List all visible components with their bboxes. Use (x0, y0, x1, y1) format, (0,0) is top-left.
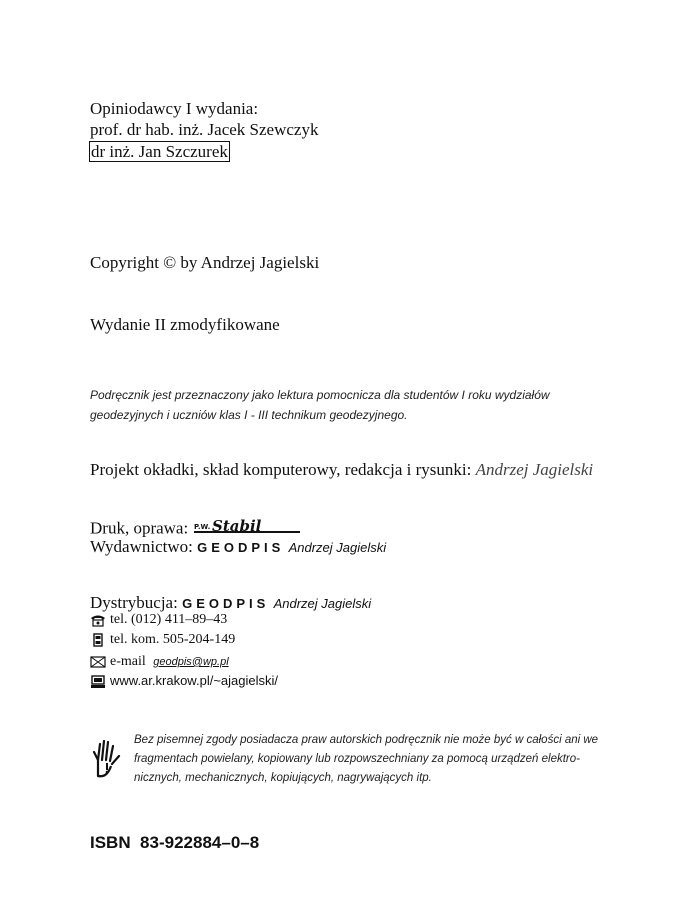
mobile-number: tel. kom. 505-204-149 (110, 632, 236, 647)
reviewers-heading: Opiniodawcy I wydania: (90, 99, 259, 118)
printer-logo-prefix: P.W. (194, 523, 211, 531)
publisher-label: Wydawnictwo: (90, 537, 193, 556)
telephone-icon (90, 613, 106, 627)
project-label: Projekt okładki, skład komputerowy, redakcja i rysunki: (90, 460, 476, 479)
reviewer-2-name: dr inż. Jan Szczurek (91, 142, 228, 161)
publisher-name: Andrzej Jagielski (288, 540, 387, 555)
copyright-note-line-2: fragmentach powielany, kopiowany lub rozpowszechniany za pomocą urządzeń elektro- (134, 753, 580, 765)
reviewer-1: prof. dr hab. inż. Jacek Szewczyk (90, 120, 319, 139)
printer-logo-text: Stabil (212, 517, 262, 535)
reviewer-2 (89, 141, 230, 162)
mobile-line (90, 630, 235, 650)
print-label: Druk, oprawa: (90, 518, 189, 538)
copyright-note-line-1: Bez pisemnej zgody posiadacza praw autorskich podręcznik nie może być w całości ani we (134, 734, 599, 746)
distribution-name: Andrzej Jagielski (273, 596, 372, 611)
website-line (90, 671, 278, 691)
edition-line: Wydanie II zmodyfikowane (90, 315, 280, 334)
distribution-label: Dystrybucja: (90, 593, 178, 612)
computer-icon (90, 675, 106, 689)
phone-line (90, 610, 227, 630)
project-author: Andrzej Jagielski (475, 460, 594, 479)
email-line (90, 652, 229, 672)
isbn: ISBN 83-922884–0–8 (90, 833, 260, 852)
project-line (90, 459, 593, 480)
phone-number: tel. (012) 411–89–43 (110, 612, 228, 627)
email-address[interactable]: geodpis@wp.pl (153, 656, 229, 668)
copyright-note-line-3: nicznych, mechanicznych, kopiujących, nagrywających itp. (134, 772, 432, 784)
website-url[interactable]: www.ar.krakow.pl/~ajagielski/ (110, 673, 278, 688)
purpose-line-1: Podręcznik jest przeznaczony jako lektura pomocnicza dla studentów I roku wydziałów (90, 388, 550, 402)
envelope-icon (90, 655, 106, 669)
copyright-line: Copyright © by Andrzej Jagielski (90, 253, 320, 272)
stop-hand-icon (92, 738, 122, 778)
mobile-phone-icon (90, 633, 106, 647)
publisher-brand: GEODPIS (197, 540, 285, 555)
publisher-line (90, 536, 386, 558)
distribution-brand: GEODPIS (182, 596, 270, 611)
purpose-line-2: geodezyjnych i uczniów klas I - III technikum geodezyjnego. (90, 408, 408, 422)
email-label: e-mail (110, 654, 146, 669)
